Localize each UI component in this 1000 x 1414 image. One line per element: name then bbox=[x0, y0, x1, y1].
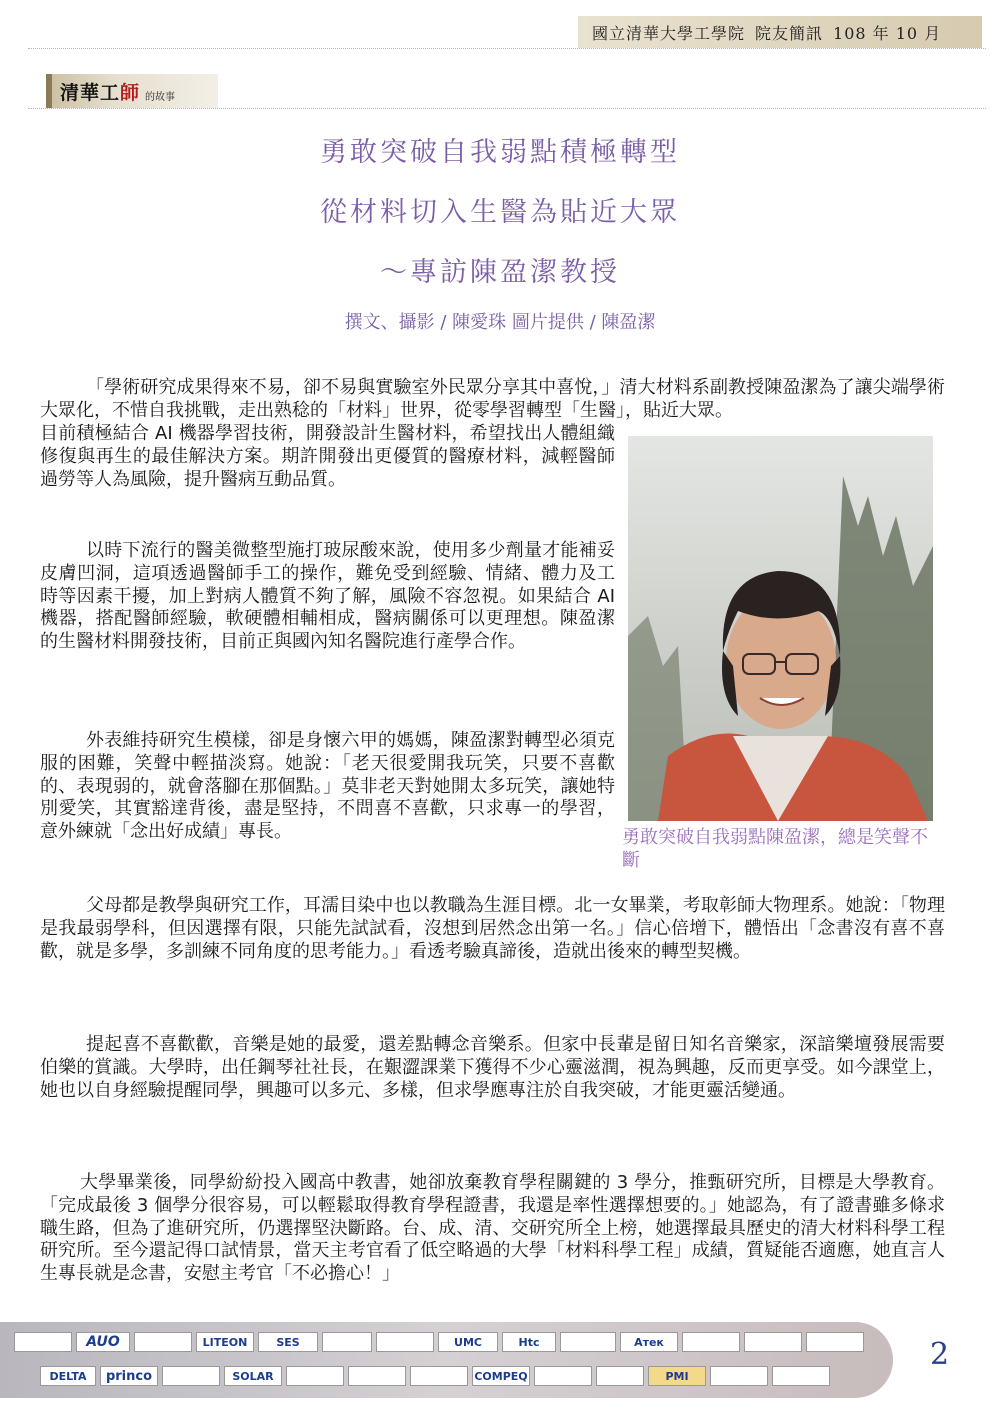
sponsor-logo-atek: Aтек bbox=[620, 1332, 678, 1352]
column-tag-accent bbox=[46, 74, 52, 108]
page-number: 2 bbox=[930, 1337, 950, 1372]
paragraph-6: 大學畢業後，同學紛紛投入國高中教書，她卻放棄教育學程關鍵的 3 學分，推甄研究所，目標是大學教育。「完成最後 3 個學分很容易，可以輕鬆取得教育學程證書，我還是率性選擇想要的。」她認為，有了證書雖多條求職生路，但為了進研究所，仍選擇堅決斷路。台、成、清、交研究所全上榜，她選擇最具歷史的清大材料科學工程研究所。至今還記得口試情景，當天主考官看了低空略過的大學「材料科學工程」成績，質疑能否適應，她直言人生專長就是念書，安慰主考官「不必擔心！」 bbox=[40, 1172, 945, 1285]
paragraph-1-continued: 目前積極結合 AI 機器學習技術，開發設計生醫材料，希望找出人體組織修復與再生的最佳解決方案。期許開發出更優質的醫療材料，減輕醫師過勞等人為風險，提升醫病互動品質。 bbox=[40, 423, 615, 490]
sponsor-logo bbox=[534, 1366, 592, 1386]
newsletter-header bbox=[578, 16, 982, 48]
sponsor-logo bbox=[134, 1332, 192, 1352]
sponsor-logo bbox=[596, 1366, 644, 1386]
sponsor-logo-liteon: LITEON bbox=[196, 1332, 254, 1352]
sponsor-logo-pmi: PMI bbox=[648, 1366, 706, 1386]
sponsor-logo-delta: DELTA bbox=[40, 1366, 96, 1386]
sponsor-logo bbox=[286, 1366, 344, 1386]
newsletter-name: 院友簡訊 bbox=[755, 23, 824, 43]
portrait-photo bbox=[628, 436, 933, 821]
issue-date: 108 年 10 月 bbox=[833, 23, 942, 43]
byline: 撰文、攝影 / 陳愛珠 圖片提供 / 陳盈潔 bbox=[344, 312, 656, 333]
sponsor-logo bbox=[322, 1332, 372, 1352]
sponsor-logo bbox=[14, 1332, 72, 1352]
column-tag bbox=[46, 74, 218, 108]
article-title-line1: 勇敢突破自我弱點積極轉型 bbox=[320, 137, 680, 168]
sponsor-logo bbox=[744, 1332, 802, 1352]
institution-name: 國立清華大學工學院 bbox=[592, 23, 746, 43]
article-subtitle: ～專訪陳盈潔教授 bbox=[380, 257, 620, 288]
paragraph-4: 父母都是教學與研究工作，耳濡目染中也以教職為生涯目標。北一女畢業，考取彰師大物理系。她說：「物理是我最弱學科，但因選擇有限，只能先試試看，沒想到居然念出第一名。」信心倍增下，體悟出「念書沒有喜不喜歡，就是多學，多訓練不同角度的思考能力。」看透考驗真諦後，造就出後來的轉型契機。 bbox=[40, 895, 945, 962]
column-name-highlight: 師 bbox=[120, 81, 140, 104]
sponsor-logo bbox=[348, 1366, 406, 1386]
sponsor-logo bbox=[710, 1366, 768, 1386]
paragraph-1: 「學術研究成果得來不易，卻不易與實驗室外民眾分享其中喜悅，」清大材料系副教授陳盈潔為了讓尖端學術大眾化，不惜自我挑戰，走出熟稔的「材料」世界，從零學習轉型「生醫」，貼近大眾。 bbox=[40, 377, 945, 421]
sponsor-logo bbox=[376, 1332, 434, 1352]
portrait-illustration bbox=[628, 436, 933, 821]
sponsor-logo bbox=[560, 1332, 616, 1352]
column-divider bbox=[28, 108, 986, 109]
article-title-line2: 從材料切入生醫為貼近大眾 bbox=[320, 197, 680, 228]
column-suffix: 的故事 bbox=[145, 91, 176, 103]
sponsor-logo bbox=[410, 1366, 468, 1386]
header-divider bbox=[28, 48, 986, 49]
sponsor-logo-princo: princo bbox=[100, 1366, 158, 1386]
column-name: 清華工 bbox=[60, 81, 121, 104]
sponsor-logo bbox=[162, 1366, 220, 1386]
sponsor-logo-ses: SES bbox=[258, 1332, 318, 1352]
sponsor-logo bbox=[772, 1366, 830, 1386]
paragraph-3: 外表維持研究生模樣，卻是身懷六甲的媽媽，陳盈潔對轉型必須克服的困難，笑聲中輕描淡寫。她說：「老天很愛開我玩笑，只要不喜歡的、表現弱的，就會落腳在那個點。」莫非老天對她開太多玩笑，讓她特別愛笑，其實豁達背後，盡是堅持，不問喜不喜歡，只求專一的學習，意外練就「念出好成績」專長。 bbox=[40, 730, 615, 843]
sponsor-logo bbox=[682, 1332, 740, 1352]
sponsor-logo bbox=[806, 1332, 864, 1352]
photo-caption: 勇敢突破自我弱點陳盈潔，總是笑聲不斷 bbox=[622, 827, 928, 871]
paragraph-5: 提起喜不喜歡歡，音樂是她的最愛，還差點轉念音樂系。但家中長輩是留日知名音樂家，深諳樂壇發展需要伯樂的賞識。大學時，出任鋼琴社社長，在艱澀課業下獲得不少心靈滋潤，視為興趣，反而更享受。如今課堂上，她也以自身經驗提醒同學，興趣可以多元、多樣，但求學應專注於自我突破，才能更靈活變通。 bbox=[40, 1034, 945, 1101]
paragraph-2: 以時下流行的醫美微整型施打玻尿酸來說，使用多少劑量才能補妥皮膚凹洞，這項透過醫師手工的操作，難免受到經驗、情緒、體力及工時等因素干擾，加上對病人體質不夠了解，風險不容忽視。如果結合 AI 機器，搭配醫師經驗，軟硬體相輔相成，醫病關係可以更理想。陳盈潔的生醫材料開發技術，目前正與國內知名醫院進行產學合作。 bbox=[40, 540, 615, 653]
sponsor-footer bbox=[0, 1322, 893, 1398]
sponsor-logo-htc: Htc bbox=[502, 1332, 556, 1352]
sponsor-logo-umc: UMC bbox=[438, 1332, 498, 1352]
sponsor-logo-compeq: COMPEQ bbox=[472, 1366, 530, 1386]
sponsor-logo-auo: AUO bbox=[76, 1332, 130, 1352]
sponsor-logo-solar: SOLAR bbox=[224, 1366, 282, 1386]
